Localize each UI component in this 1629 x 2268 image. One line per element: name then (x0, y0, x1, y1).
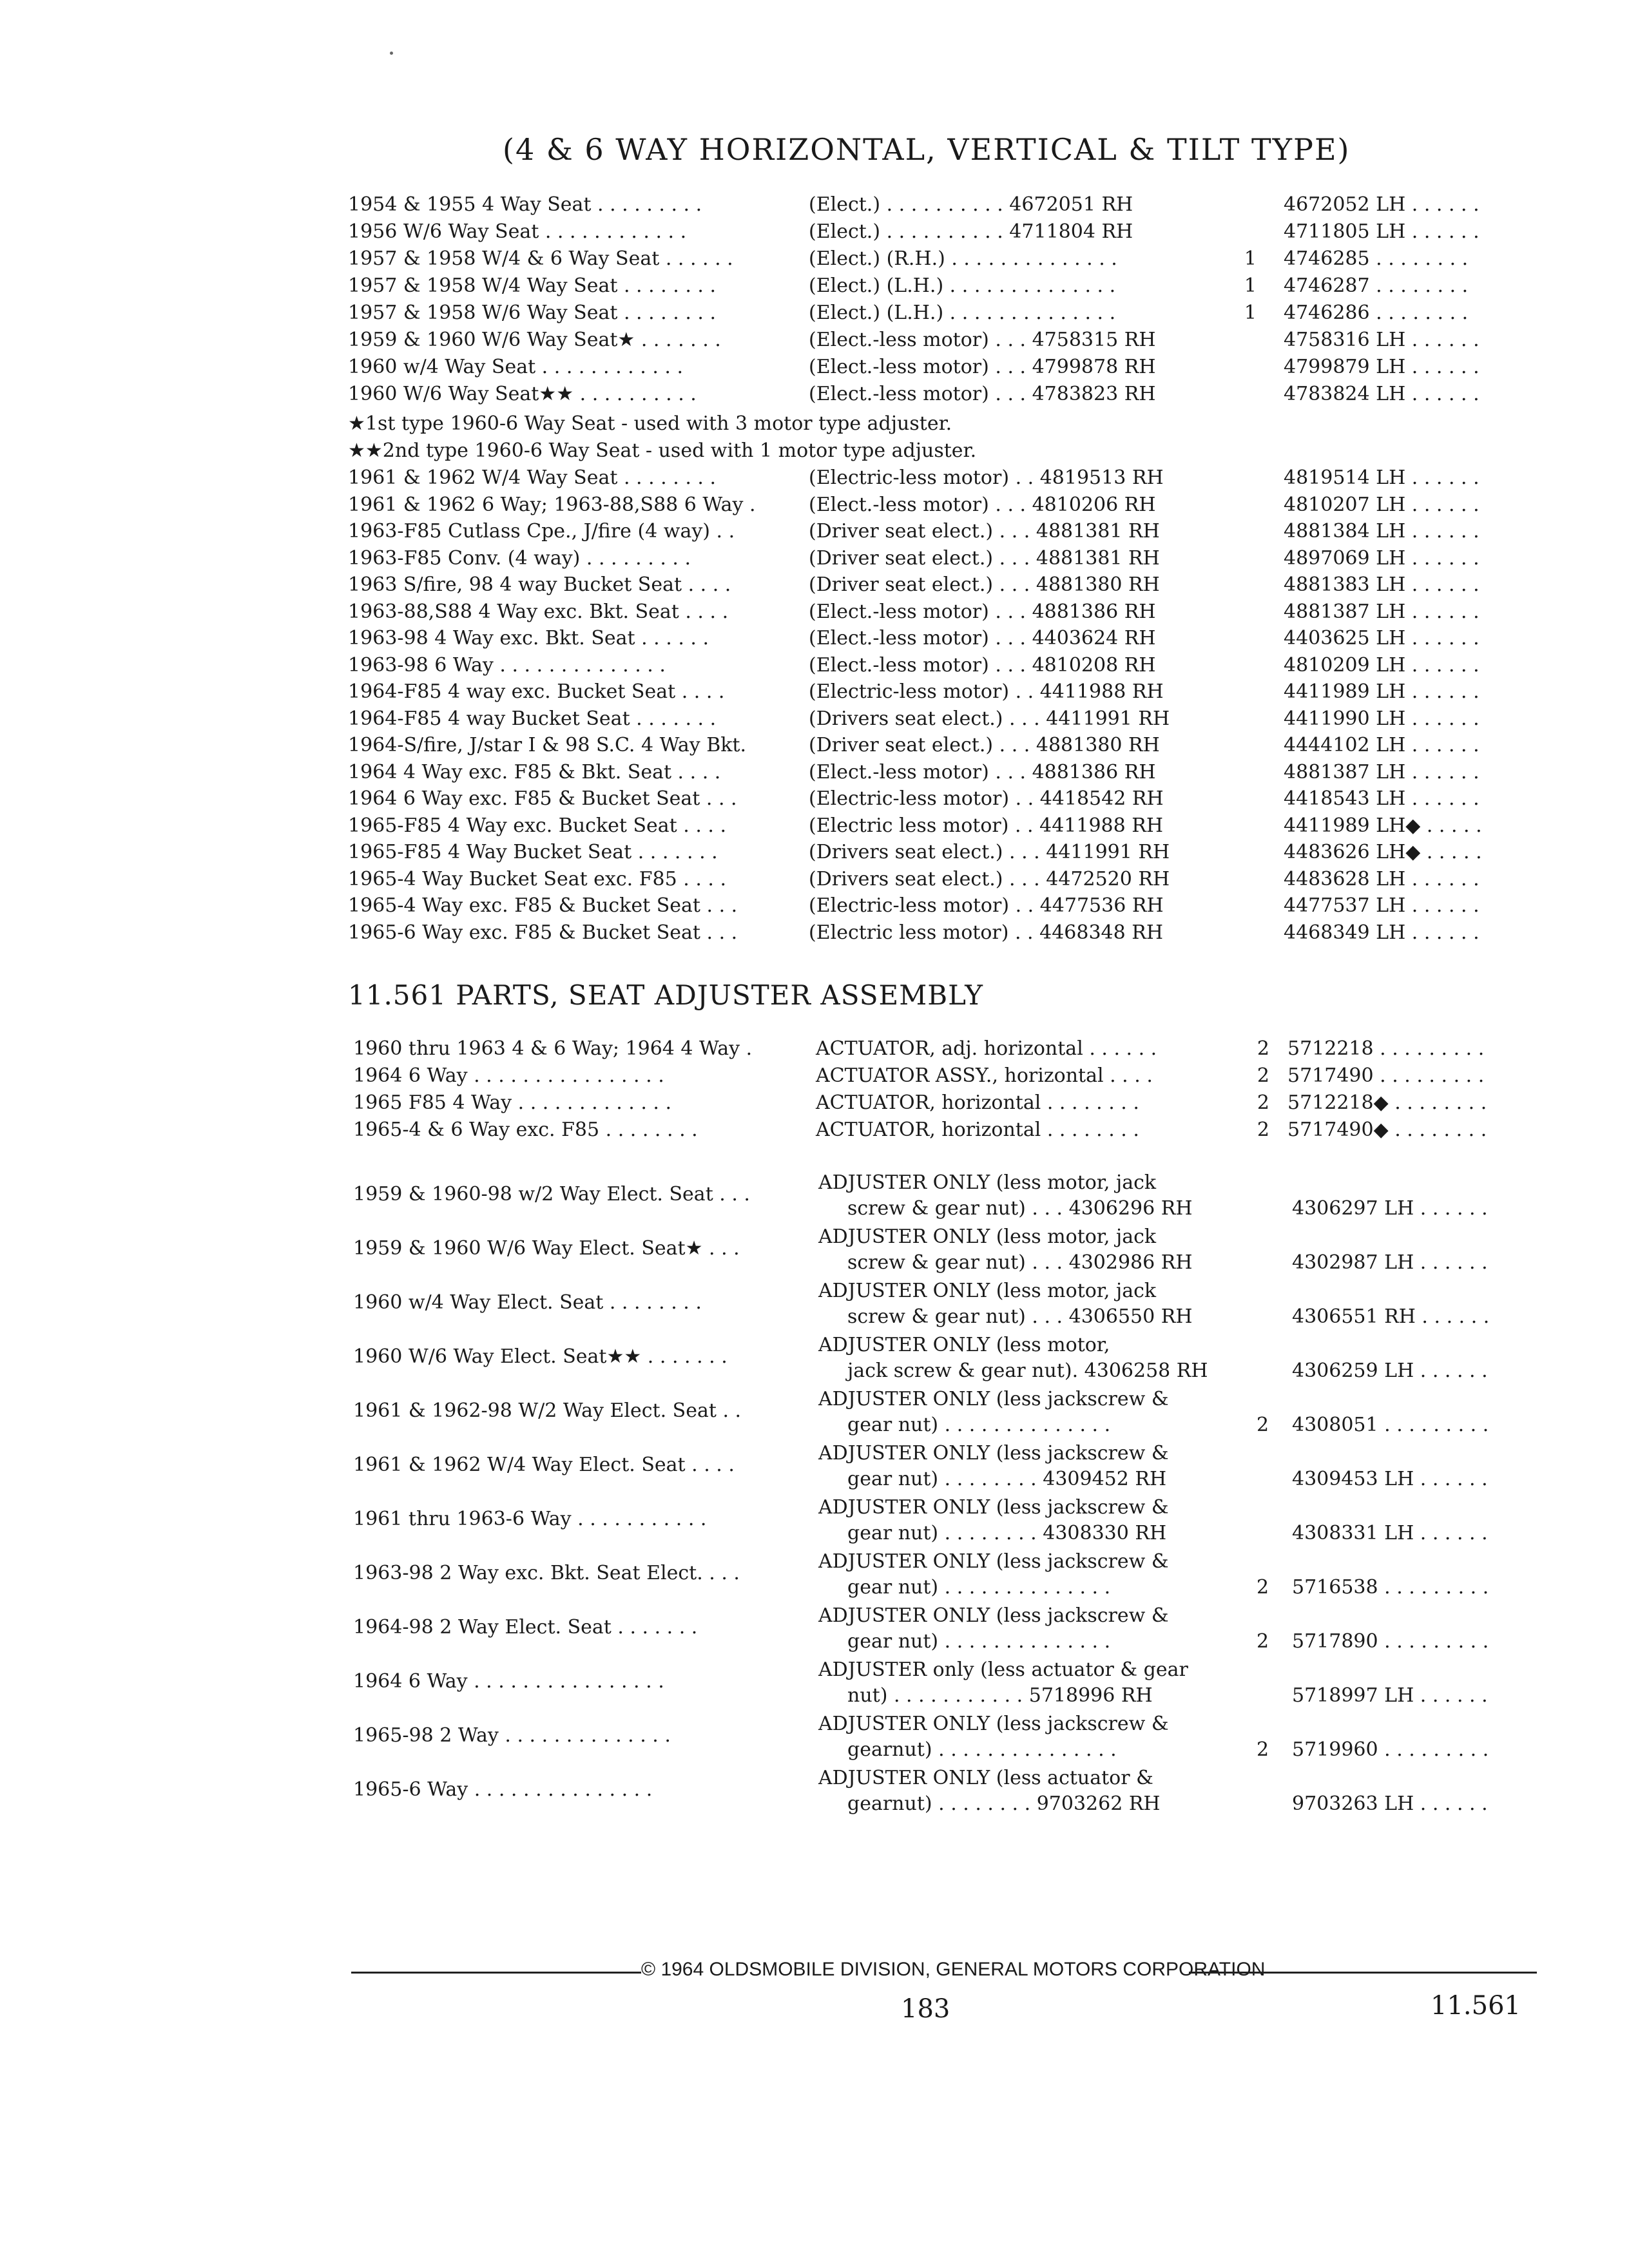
description-cell: ACTUATOR ASSY., horizontal . . . . (816, 1064, 1153, 1087)
application-cell: 1963 S/fire, 98 4 way Bucket Seat . . . . (348, 573, 731, 596)
part-number-cell: 4746286 . . . . . . . . (1284, 302, 1469, 324)
application-cell: 1965-4 Way exc. F85 & Bucket Seat . . . (348, 894, 738, 917)
application-cell: 1964-F85 4 way Bucket Seat . . . . . . . (348, 707, 717, 730)
table-row (348, 601, 1534, 628)
part-number-cell: 4411989 LH . . . . . . (1284, 680, 1480, 703)
quantity-cell: 1 (1244, 247, 1257, 270)
description-cell: (Elect.-less motor) . . . 4403624 RH (809, 627, 1156, 649)
part-number-cell: 5717490◆ . . . . . . . . (1287, 1119, 1487, 1141)
application-cell: 1965-F85 4 Way exc. Bucket Seat . . . . (348, 814, 727, 837)
part-number-cell: 4411989 LH◆ . . . . . (1284, 814, 1482, 837)
part-number-cell: 4711805 LH . . . . . . (1284, 220, 1480, 243)
table-row (348, 707, 1534, 735)
quantity-cell: 1 (1244, 274, 1257, 297)
table-row (348, 1388, 1534, 1442)
table-row (348, 680, 1534, 707)
part-number-cell: 4746285 . . . . . . . . (1284, 247, 1469, 270)
part-number-cell: 4403625 LH . . . . . . (1284, 627, 1480, 649)
part-number-cell: 4477537 LH . . . . . . (1284, 894, 1480, 917)
application-cell: 1965-98 2 Way . . . . . . . . . . . . . . (353, 1724, 671, 1747)
part-number-cell: 4418543 LH . . . . . . (1284, 787, 1480, 810)
description-cell: (Elect.) (R.H.) . . . . . . . . . . . . . . (809, 247, 1117, 270)
description-line-2: screw & gear nut) . . . 4306550 RH (847, 1305, 1193, 1328)
table-row (348, 787, 1534, 814)
table-row (348, 1171, 1534, 1225)
description-line-2: gear nut) . . . . . . . . . . . . . . (847, 1414, 1111, 1436)
part-number-cell: 4881387 LH . . . . . . (1284, 760, 1480, 783)
footnote: ★1st type 1960-6 Way Seat - used with 3 motor type adjuster. (348, 412, 952, 435)
application-cell: 1963-98 4 Way exc. Bkt. Seat . . . . . . (348, 627, 709, 649)
table-row (348, 1713, 1534, 1767)
description-line-2: gear nut) . . . . . . . . . . . . . . (847, 1576, 1111, 1599)
part-number-cell: 4308331 LH . . . . . . (1292, 1522, 1488, 1544)
application-cell: 1960 W/6 Way Seat★★ . . . . . . . . . . (348, 383, 697, 405)
footer-rule-right (1189, 1972, 1537, 1974)
description-line-1: ADJUSTER ONLY (less motor, jack (818, 1280, 1157, 1302)
application-cell: 1963-98 2 Way exc. Bkt. Seat Elect. . . . (353, 1562, 740, 1584)
part-number-cell: 4881387 LH . . . . . . (1284, 600, 1480, 623)
table-row (348, 1767, 1534, 1821)
table-row (348, 466, 1534, 494)
application-cell: 1964-98 2 Way Elect. Seat . . . . . . . (353, 1616, 698, 1639)
part-number-cell: 4444102 LH . . . . . . (1284, 734, 1480, 756)
application-cell: 1965 F85 4 Way . . . . . . . . . . . . . (353, 1091, 672, 1114)
description-cell: (Elect.) (L.H.) . . . . . . . . . . . . . . (809, 302, 1116, 324)
page-number: 183 (901, 1994, 950, 2024)
table-row (348, 1280, 1534, 1334)
application-cell: 1964 6 Way . . . . . . . . . . . . . . . . (353, 1064, 664, 1087)
table-row (348, 1496, 1534, 1550)
application-cell: 1963-F85 Conv. (4 way) . . . . . . . . . (348, 546, 691, 570)
description-cell: (Elect.) . . . . . . . . . . 4672051 RH (809, 193, 1133, 216)
description-cell: (Electric less motor) . . 4468348 RH (809, 921, 1164, 944)
application-cell: 1959 & 1960-98 w/2 Way Elect. Seat . . . (353, 1183, 750, 1206)
quantity-cell: 2 (1257, 1119, 1269, 1141)
description-line-1: ADJUSTER ONLY (less jackscrew & (818, 1496, 1169, 1519)
description-cell: (Driver seat elect.) . . . 4881380 RH (809, 573, 1160, 596)
description-line-1: ADJUSTER ONLY (less jackscrew & (818, 1388, 1169, 1410)
part-number-cell: 5719960 . . . . . . . . . (1292, 1738, 1489, 1761)
part-number-cell: 4672052 LH . . . . . . (1284, 193, 1480, 216)
description-cell: (Electric less motor) . . 4411988 RH (809, 814, 1164, 837)
table-row (353, 1064, 1539, 1091)
application-cell: 1964 6 Way . . . . . . . . . . . . . . . . (353, 1670, 664, 1693)
part-number-cell: 5712218 . . . . . . . . . (1287, 1037, 1485, 1060)
application-cell: 1963-88,S88 4 Way exc. Bkt. Seat . . . . (348, 600, 729, 623)
table-row (348, 1225, 1534, 1280)
part-number-cell: 9703263 LH . . . . . . (1292, 1792, 1488, 1815)
application-cell: 1959 & 1960 W/6 Way Elect. Seat★ . . . (353, 1237, 740, 1260)
application-cell: 1956 W/6 Way Seat . . . . . . . . . . . . (348, 220, 687, 243)
application-cell: 1961 & 1962-98 W/2 Way Elect. Seat . . (353, 1399, 742, 1422)
application-cell: 1957 & 1958 W/6 Way Seat . . . . . . . . (348, 302, 716, 324)
description-line-2: screw & gear nut) . . . 4306296 RH (847, 1197, 1193, 1220)
description-line-1: ADJUSTER only (less actuator & gear (818, 1658, 1188, 1681)
part-number-cell: 4483626 LH◆ . . . . . (1284, 841, 1482, 863)
table-row (348, 1658, 1534, 1713)
application-cell: 1961 & 1962 6 Way; 1963-88,S88 6 Way . (348, 493, 756, 516)
table-row (348, 274, 1534, 302)
table-row (348, 1442, 1534, 1496)
table-row (348, 761, 1534, 788)
part-number-cell: 4881383 LH . . . . . . (1284, 573, 1480, 596)
application-cell: 1965-6 Way . . . . . . . . . . . . . . . (353, 1778, 653, 1801)
table-row (348, 520, 1534, 547)
description-line-2: jack screw & gear nut). 4306258 RH (847, 1360, 1208, 1382)
description-cell: (Driver seat elect.) . . . 4881381 RH (809, 520, 1160, 543)
application-cell: 1957 & 1958 W/4 Way Seat . . . . . . . . (348, 274, 716, 297)
application-cell: 1965-6 Way exc. F85 & Bucket Seat . . . (348, 921, 738, 944)
application-cell: 1964-S/fire, J/star I & 98 S.C. 4 Way Bkt. (348, 734, 747, 756)
description-cell: (Electric-less motor) . . 4819513 RH (809, 466, 1164, 489)
table-row (353, 1119, 1539, 1146)
application-cell: 1961 & 1962 W/4 Way Seat . . . . . . . . (348, 466, 716, 489)
description-line-2: gear nut) . . . . . . . . . . . . . . (847, 1630, 1111, 1653)
description-cell: (Drivers seat elect.) . . . 4472520 RH (809, 867, 1170, 890)
part-number-cell: 4468349 LH . . . . . . (1284, 921, 1480, 944)
description-line-2: gearnut) . . . . . . . . . . . . . . . (847, 1738, 1117, 1761)
description-cell: (Elect.-less motor) . . . 4758315 RH (809, 329, 1156, 351)
description-line-2: gear nut) . . . . . . . . 4309452 RH (847, 1468, 1167, 1490)
table-row (353, 1037, 1539, 1064)
application-cell: 1960 W/6 Way Elect. Seat★★ . . . . . . . (353, 1345, 728, 1368)
description-cell: ACTUATOR, adj. horizontal . . . . . . (816, 1037, 1157, 1060)
description-cell: (Electric-less motor) . . 4411988 RH (809, 680, 1164, 703)
table-row (348, 494, 1534, 521)
table-row (348, 654, 1534, 681)
part-number-cell: 5717890 . . . . . . . . . (1292, 1630, 1489, 1653)
section-number: 11.561 (1431, 1991, 1521, 2021)
description-line-1: ADJUSTER ONLY (less jackscrew & (818, 1604, 1169, 1627)
description-cell: (Driver seat elect.) . . . 4881381 RH (809, 546, 1160, 570)
description-cell: (Elect.) (L.H.) . . . . . . . . . . . . . . (809, 274, 1116, 297)
table-row (348, 1604, 1534, 1658)
footer-rule-left (351, 1972, 641, 1974)
section-heading-type: (4 & 6 WAY HORIZONTAL, VERTICAL & TILT TYPE) (503, 132, 1351, 167)
application-cell: 1961 & 1962 W/4 Way Elect. Seat . . . . (353, 1454, 735, 1476)
application-cell: 1960 w/4 Way Elect. Seat . . . . . . . . (353, 1291, 702, 1314)
application-cell: 1965-4 Way Bucket Seat exc. F85 . . . . (348, 867, 727, 890)
description-cell: (Elect.) . . . . . . . . . . 4711804 RH (809, 220, 1133, 243)
description-cell: (Elect.-less motor) . . . 4810208 RH (809, 653, 1156, 677)
part-number-cell: 4302987 LH . . . . . . (1292, 1251, 1488, 1274)
part-number-cell: 4306297 LH . . . . . . (1292, 1197, 1488, 1220)
application-cell: 1961 thru 1963-6 Way . . . . . . . . . . . (353, 1508, 707, 1530)
part-number-cell: 4483628 LH . . . . . . (1284, 867, 1480, 890)
description-cell: (Elect.-less motor) . . . 4810206 RH (809, 493, 1156, 516)
table-row (348, 894, 1534, 921)
footnote: ★★2nd type 1960-6 Way Seat - used with 1 motor type adjuster. (348, 439, 977, 462)
quantity-cell: 2 (1257, 1576, 1269, 1599)
description-line-1: ADJUSTER ONLY (less jackscrew & (818, 1442, 1169, 1465)
part-number-cell: 4810207 LH . . . . . . (1284, 493, 1480, 516)
table-row (348, 247, 1534, 274)
application-cell: 1957 & 1958 W/4 & 6 Way Seat . . . . . . (348, 247, 733, 270)
description-line-1: ADJUSTER ONLY (less jackscrew & (818, 1713, 1169, 1735)
application-cell: 1965-F85 4 Way Bucket Seat . . . . . . . (348, 841, 718, 863)
part-number-cell: 4309453 LH . . . . . . (1292, 1468, 1488, 1490)
quantity-cell: 1 (1244, 302, 1257, 324)
table-row (348, 220, 1534, 247)
application-cell: 1963-98 6 Way . . . . . . . . . . . . . . (348, 653, 666, 677)
part-number-cell: 4897069 LH . . . . . . (1284, 546, 1480, 570)
description-line-1: ADJUSTER ONLY (less jackscrew & (818, 1550, 1169, 1573)
description-line-1: ADJUSTER ONLY (less actuator & (818, 1767, 1153, 1789)
application-cell: 1965-4 & 6 Way exc. F85 . . . . . . . . (353, 1119, 698, 1141)
part-number-cell: 4783824 LH . . . . . . (1284, 383, 1480, 405)
part-number-cell: 4881384 LH . . . . . . (1284, 520, 1480, 543)
description-cell: (Electric-less motor) . . 4477536 RH (809, 894, 1164, 917)
table-row (348, 356, 1534, 383)
part-number-cell: 4308051 . . . . . . . . . (1292, 1414, 1489, 1436)
table-row (348, 814, 1534, 841)
quantity-cell: 2 (1257, 1630, 1269, 1653)
table-row (353, 1091, 1539, 1119)
application-cell: 1963-F85 Cutlass Cpe., J/fire (4 way) . . (348, 520, 735, 543)
description-line-2: gear nut) . . . . . . . . 4308330 RH (847, 1522, 1167, 1544)
application-cell: 1960 w/4 Way Seat . . . . . . . . . . . . (348, 356, 684, 378)
stray-mark (390, 52, 393, 55)
table-row (348, 547, 1534, 574)
description-line-1: ADJUSTER ONLY (less motor, jack (818, 1171, 1157, 1194)
copyright-notice: © 1964 OLDSMOBILE DIVISION, GENERAL MOTORS CORPORATION (641, 1959, 1266, 1980)
section-heading-parts: 11.561 PARTS, SEAT ADJUSTER ASSEMBLY (348, 979, 984, 1011)
part-number-cell: 4306259 LH . . . . . . (1292, 1360, 1488, 1382)
part-number-cell: 5717490 . . . . . . . . . (1287, 1064, 1485, 1087)
table-row (348, 302, 1534, 329)
application-cell: 1960 thru 1963 4 & 6 Way; 1964 4 Way . (353, 1037, 753, 1060)
part-number-cell: 4411990 LH . . . . . . (1284, 707, 1480, 730)
description-line-1: ADJUSTER ONLY (less motor, jack (818, 1225, 1157, 1248)
table-row (348, 921, 1534, 948)
quantity-cell: 2 (1257, 1414, 1269, 1436)
table-row (348, 868, 1534, 895)
application-cell: 1959 & 1960 W/6 Way Seat★ . . . . . . . (348, 329, 721, 351)
application-cell: 1964 6 Way exc. F85 & Bucket Seat . . . (348, 787, 737, 810)
description-cell: (Elect.-less motor) . . . 4799878 RH (809, 356, 1156, 378)
table-row (348, 1550, 1534, 1604)
table-row (348, 627, 1534, 654)
description-cell: ACTUATOR, horizontal . . . . . . . . (816, 1119, 1139, 1141)
quantity-cell: 2 (1257, 1738, 1269, 1761)
description-line-1: ADJUSTER ONLY (less motor, (818, 1334, 1110, 1356)
table-row (348, 573, 1534, 601)
table-row (348, 1334, 1534, 1388)
description-cell: (Elect.-less motor) . . . 4881386 RH (809, 760, 1156, 783)
table-row (348, 383, 1534, 410)
table-row (348, 734, 1534, 761)
application-cell: 1954 & 1955 4 Way Seat . . . . . . . . . (348, 193, 702, 216)
part-number-cell: 5716538 . . . . . . . . . (1292, 1576, 1489, 1599)
part-number-cell: 4306551 RH . . . . . . (1292, 1305, 1490, 1328)
application-cell: 1964-F85 4 way exc. Bucket Seat . . . . (348, 680, 725, 703)
part-number-cell: 4819514 LH . . . . . . (1284, 466, 1480, 489)
description-cell: ACTUATOR, horizontal . . . . . . . . (816, 1091, 1139, 1114)
description-cell: (Drivers seat elect.) . . . 4411991 RH (809, 841, 1170, 863)
table-row (348, 193, 1534, 220)
description-cell: (Drivers seat elect.) . . . 4411991 RH (809, 707, 1170, 730)
description-cell: (Elect.-less motor) . . . 4783823 RH (809, 383, 1156, 405)
quantity-cell: 2 (1257, 1091, 1269, 1114)
part-number-cell: 4799879 LH . . . . . . (1284, 356, 1480, 378)
description-cell: (Electric-less motor) . . 4418542 RH (809, 787, 1164, 810)
part-number-cell: 4758316 LH . . . . . . (1284, 329, 1480, 351)
part-number-cell: 4746287 . . . . . . . . (1284, 274, 1469, 297)
table-row (348, 841, 1534, 868)
part-number-cell: 4810209 LH . . . . . . (1284, 653, 1480, 677)
table-row (348, 329, 1534, 356)
part-number-cell: 5712218◆ . . . . . . . . (1287, 1091, 1487, 1114)
description-cell: (Driver seat elect.) . . . 4881380 RH (809, 734, 1160, 756)
description-line-2: screw & gear nut) . . . 4302986 RH (847, 1251, 1193, 1274)
description-line-2: nut) . . . . . . . . . . . 5718996 RH (847, 1684, 1153, 1707)
description-line-2: gearnut) . . . . . . . . 9703262 RH (847, 1792, 1161, 1815)
application-cell: 1964 4 Way exc. F85 & Bkt. Seat . . . . (348, 760, 721, 783)
description-cell: (Elect.-less motor) . . . 4881386 RH (809, 600, 1156, 623)
quantity-cell: 2 (1257, 1037, 1269, 1060)
part-number-cell: 5718997 LH . . . . . . (1292, 1684, 1488, 1707)
quantity-cell: 2 (1257, 1064, 1269, 1087)
